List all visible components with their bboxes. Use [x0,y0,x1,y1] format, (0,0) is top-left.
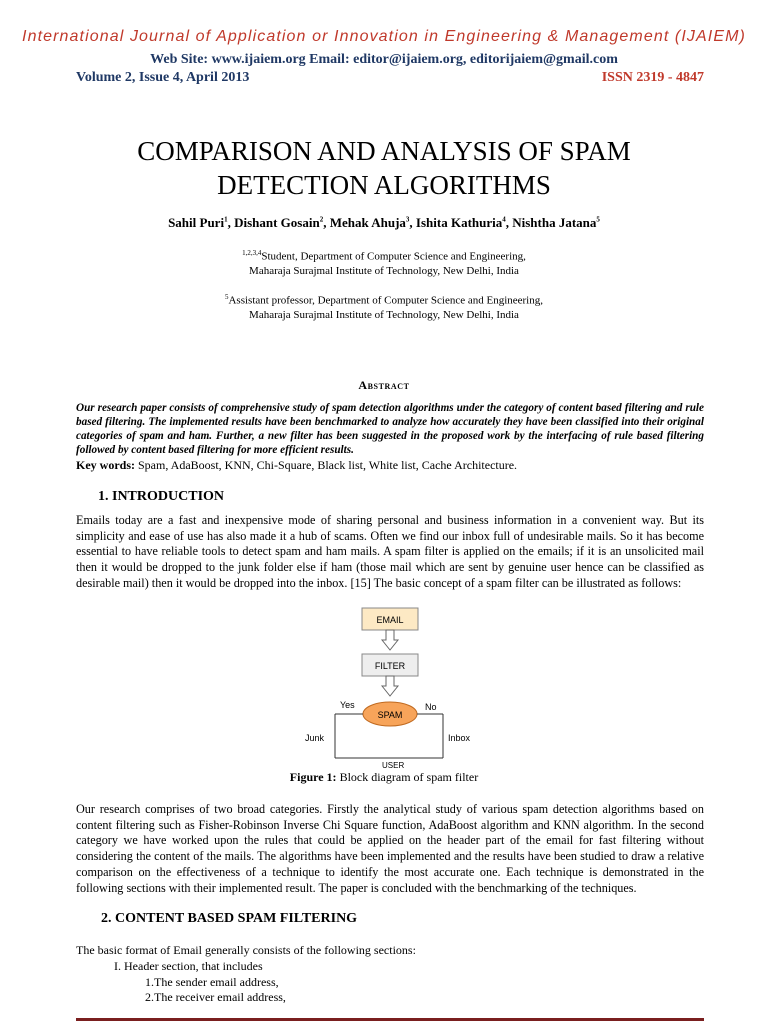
research-paragraph: Our research comprises of two broad categories. Firstly the analytical study of various spam detection algorithms based on content filtering such as Fisher-Robinson Inverse Chi Square function, AdaBoost algorithm and KNN algorithm. In the second category we have worked upon the rules that could be applied on the header part of the email for fast filtering without considering the content of the mails. The algorithms have been implemented and the results have been studied to draw a relative comparison on the effectiveness of a technique to identify the most accurate one. Each technique is demonstrated in the following sections with their implemented result. The paper is concluded with the benchmarking of the techniques. [76,802,704,895]
junk-label: Junk [305,733,325,743]
volume-issue: Volume 2, Issue 4, April 2013 [76,70,250,85]
keywords [76,458,704,473]
issn: ISSN 2319 - 4847 [601,70,704,85]
figure-caption-label: Figure 1: [289,770,337,784]
author-name: Ishita Kathuria [415,215,503,230]
inbox-label: Inbox [448,733,471,743]
keywords-list: Spam, AdaBoost, KNN, Chi-Square, Black list, White list, Cache Architecture. [135,458,518,472]
affiliation-students [0,246,768,278]
author-sup: 3 [405,215,410,224]
affiliation-line: Maharaja Surajmal Institute of Technology, New Delhi, India [249,264,519,277]
list-item: 1.The sender email address, [145,975,279,989]
intro-paragraph: Emails today are a fast and inexpensive mode of sharing personal and business information in a convenient way. But its simplicity and ease of use has also made it a hub of scams. Often we find our inbox full of undesirable mails. So it has become essential to have reliable tools to detect spam and ham mails. A spam filter is applied on the emails; if it is an unsolicited mail then it would be dropped to the junk folder else if ham (those mail which are sent by genuine user hence can be classified as desirable mail) then it would be dropped into the inbox. [15] The basic concept of a spam filter can be illustrated as follows: [76,513,704,590]
keywords-label: Key words: [76,458,135,472]
affiliation-sup: 1,2,3,4 [242,249,262,257]
affiliation-line: Assistant professor, Department of Computer Science and Engineering, [228,294,543,307]
abstract-text: Our research paper consists of comprehensive study of spam detection algorithms under the category of content based filtering and rule based filtering. The implemented results have been benchmarked to analyze how accurately they have been classified into their original categories of spam and ham. Further, a new filter has been suggested in the proposed work by the interfacing of rule based filtering followed by content based filtering for more efficient results. [76,402,704,456]
affiliation-line: Student, Department of Computer Science and Engineering, [261,250,526,263]
author-sup: 1 [224,215,228,224]
journal-name: International Journal of Application or Innovation in Engineering & Management (IJAIEM) [22,28,746,45]
list-item: I. Header section, that includes [114,959,263,973]
spam-filter-diagram [300,600,500,770]
author-sup: 2 [319,215,324,224]
author-name: Dishant Gosain [234,215,320,230]
figure-caption [0,770,768,785]
abstract-heading: Abstract [358,378,410,392]
author-list: Sahil Puri$^1$, Dishant Gosain$^2$, Mehak Ahuja$^3$, Ishita Kathuria$^4$, Nishtha Jatana$^5$ [168,215,600,230]
affiliation-professor [0,290,768,322]
affiliation-sup: 5 [224,293,229,301]
figure-caption-text: Block diagram of spam filter [336,770,479,784]
user-label: USER [382,761,405,770]
yes-label: Yes [340,700,355,710]
list-item: 2.The receiver email address, [145,990,286,1004]
author-name: Sahil Puri [168,215,225,230]
arrow-filter-spam [382,676,398,696]
author-name: Nishtha Jatana [512,215,597,230]
filter-label: FILTER [374,661,406,671]
no-label: No [425,702,437,712]
section-heading-content-filtering: 2. CONTENT BASED SPAM FILTERING [101,911,358,926]
paper-title [0,134,768,202]
author-name: Mehak Ahuja [329,215,406,230]
affiliation-line: Maharaja Surajmal Institute of Technology, New Delhi, India [249,308,519,321]
section-heading-introduction: 1. INTRODUCTION [98,489,225,504]
title-line-2: DETECTION ALGORITHMS [217,170,551,200]
section2-intro: The basic format of Email generally consists of the following sections: [76,943,416,957]
email-label: EMAIL [376,615,404,625]
arrow-email-filter [382,630,398,650]
author-sup: 4 [502,215,506,224]
title-line-1: COMPARISON AND ANALYSIS OF SPAM [137,136,631,166]
author-sup: 5 [596,215,600,224]
spam-label: SPAM [377,710,403,720]
website-line: Web Site: www.ijaiem.org Email: editor@ijaiem.org, editorijaiem@gmail.com [150,52,618,67]
footer-rule [76,1018,704,1021]
